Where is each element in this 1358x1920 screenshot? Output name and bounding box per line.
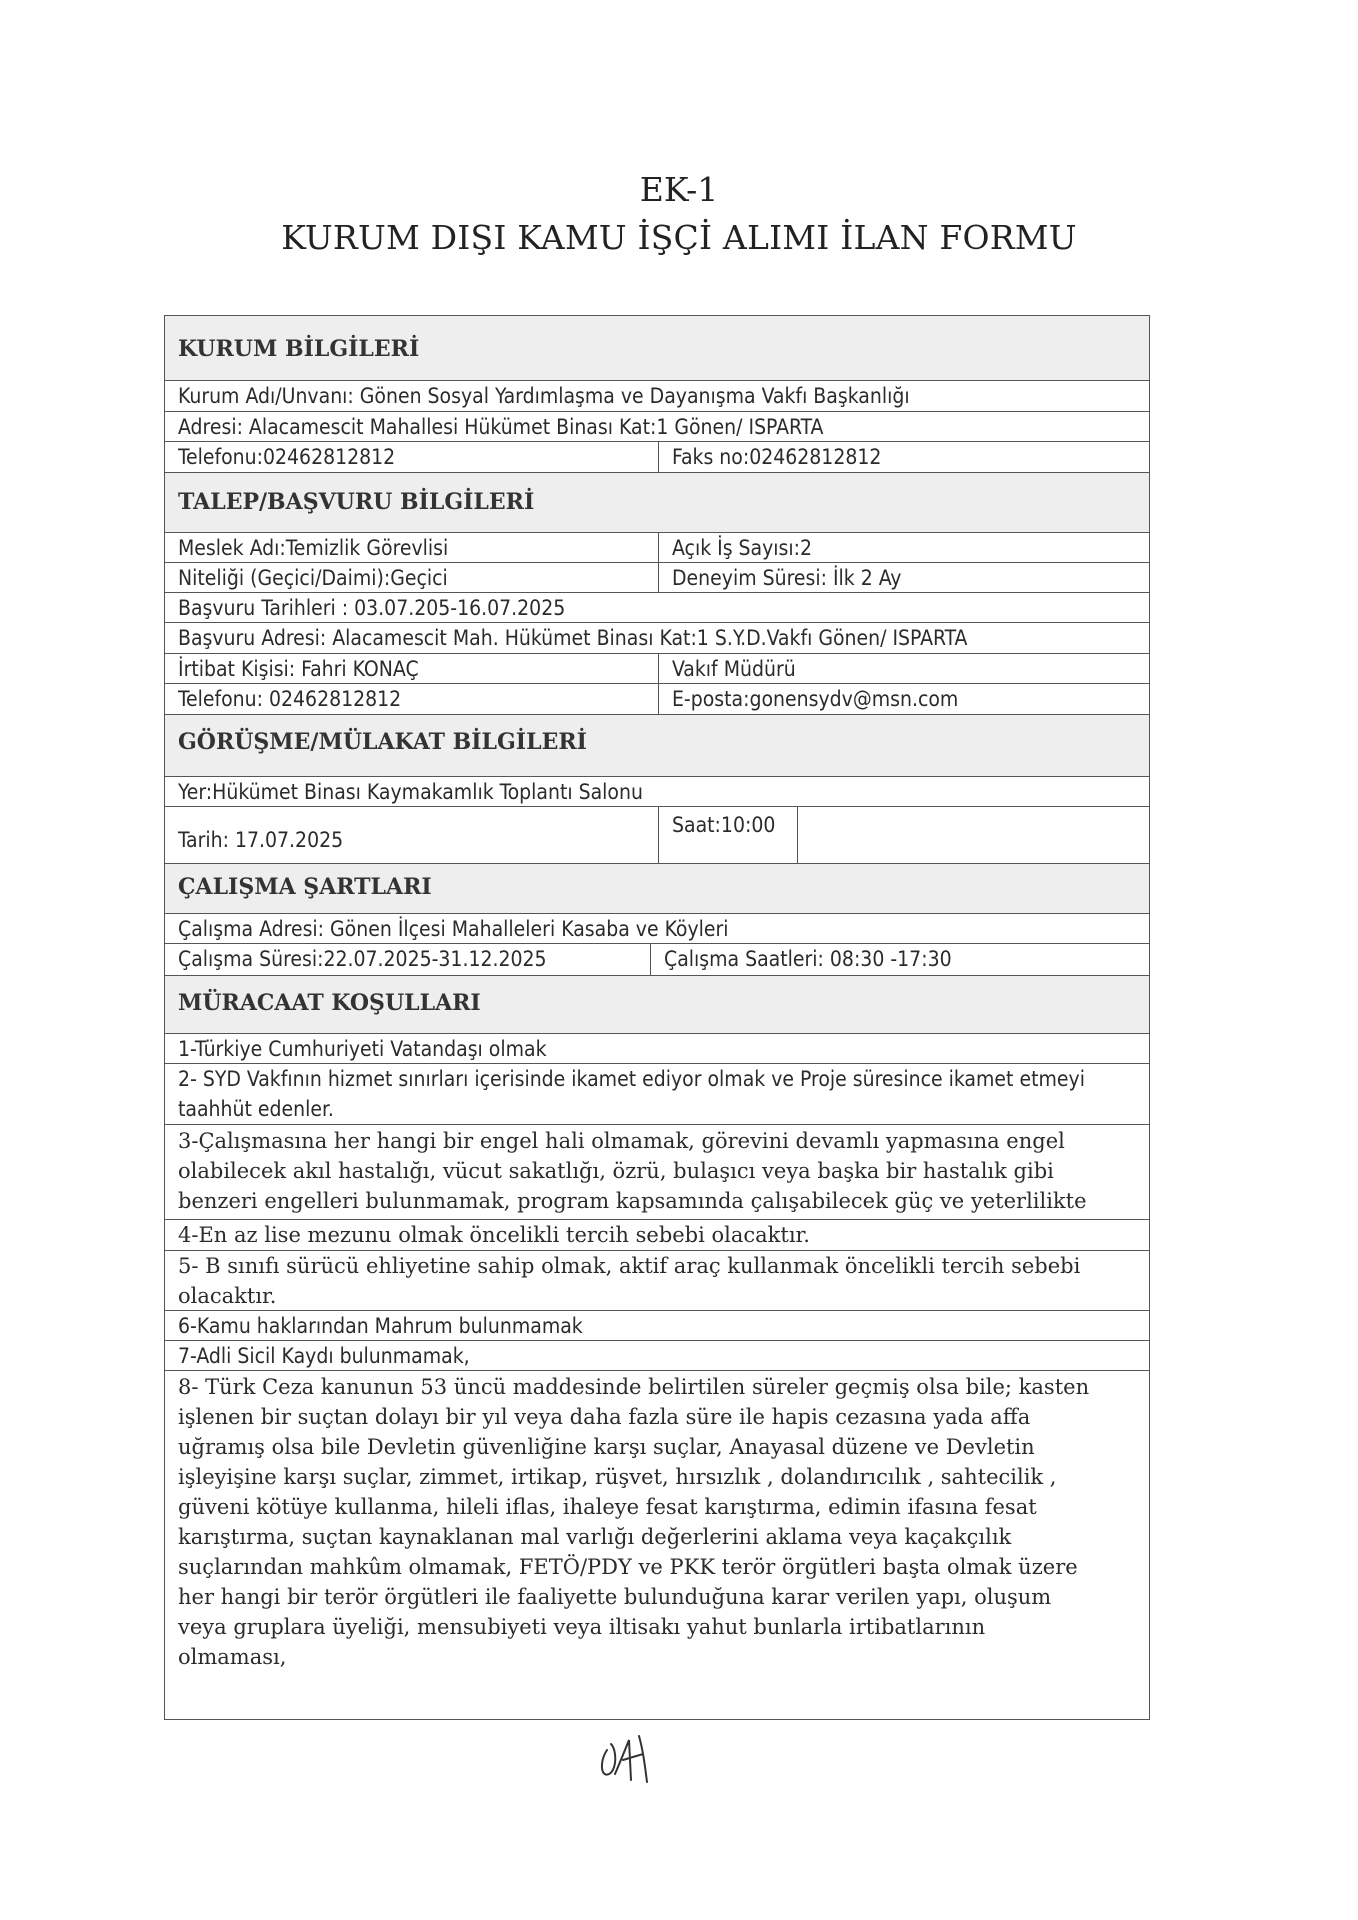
condition-text: 8- Türk Ceza kanunun 53 üncü maddesinde belirtilen süreler geçmiş olsa bile; kasten işlenen bir suçtan dolayı bir yıl veya daha fazla süre ile hapis cezasına yada affa uğramış olsa bile Devletin güvenliğine karşı suçlar, Anayasal düzene ve Devletin işleyişine karşı suçlar, zimmet, irtikap, rüşvet, hırsızlık , dolandırıcılık , sahtecilik , güveni kötüye kullanma, hileli iflas, ihaleye fesat karıştırma, edimin ifasına fesat karıştırma, suçtan kaynaklanan mal varlığı değerlerini aklama veya kaçakçılık suçlarından mahkûm olmamak, FETÖ/PDY ve PKK terör örgütleri başta olmak üzere her hangi bir terör örgütleri ile faaliyette bulunduğuna karar verilen yapı, oluşum veya gruplara üyeliği, mensubiyeti veya iltisakı yahut bunlarla irtibatlarının olmaması, [178,1375,1090,1669]
condition-item [165,1125,1149,1220]
condition-item [165,1371,1149,1719]
work-period: Çalışma Süresi:22.07.2025-31.12.2025 [178,947,547,971]
condition-item [165,1311,1149,1341]
row-kurum-phone-fax [165,442,1149,473]
condition-text: 2- SYD Vakfının hizmet sınırları içerisinde ikamet ediyor olmak ve Proje süresince ikamet etmeyi taahhüt edenler. [178,1067,1085,1121]
interview-place: Yer:Hükümet Binası Kaymakamlık Toplantı Salonu [178,780,643,804]
interview-time: Saat:10:00 [658,807,798,863]
row-work-period [165,944,1149,976]
kurum-fax: Faks no:02462812812 [658,442,1149,472]
application-dates: Başvuru Tarihleri : 03.07.205-16.07.2025 [178,596,566,620]
row-work-address [165,914,1149,944]
work-address: Çalışma Adresi: Gönen İlçesi Mahalleleri Kasaba ve Köyleri [178,917,729,941]
condition-text: 1-Türkiye Cumhuriyeti Vatandaşı olmak [178,1037,547,1061]
section-gorusme-mulakat [165,715,1149,777]
signature-mark [595,1710,675,1790]
application-form [164,315,1150,1720]
annex-label: EK-1 [639,170,719,209]
condition-text: 3-Çalışmasına her hangi bir engel hali olmamak, görevini devamlı yapmasına engel olabilecek akıl hastalığı, vücut sakatlığı, özrü, bulaşıcı veya başka bir hastalık gibi benzeri engelleri bulunmamak, program kapsamında çalışabilecek güç ve yeterlilikte [178,1129,1087,1213]
profession: Meslek Adı:Temizlik Görevlisi [178,536,449,560]
section-muracaat-kosullari [165,976,1149,1034]
row-application-address [165,623,1149,654]
section-talep-basvuru [165,473,1149,533]
contact-phone: Telefonu: 02462812812 [178,687,402,711]
kurum-address: Adresi: Alacamescit Mahallesi Hükümet Binası Kat:1 Gönen/ ISPARTA [178,415,824,439]
row-kurum-name [165,381,1149,412]
row-interview-datetime [165,807,1149,864]
condition-text: 7-Adli Sicil Kaydı bulunmamak, [178,1344,470,1368]
section-heading: ÇALIŞMA ŞARTLARI [178,874,432,900]
condition-item [165,1251,1149,1311]
kurum-name: Kurum Adı/Unvanı: Gönen Sosyal Yardımlaşma ve Dayanışma Vakfı Başkanlığı [178,384,910,408]
condition-item [165,1064,1149,1125]
section-kurum-bilgileri [165,316,1149,381]
kurum-phone: Telefonu:02462812812 [178,445,396,469]
row-contact-phone [165,684,1149,715]
condition-item [165,1220,1149,1251]
row-nature [165,563,1149,593]
condition-item [165,1341,1149,1371]
contact-title: Vakıf Müdürü [658,654,1149,683]
application-address: Başvuru Adresi: Alacamescit Mah. Hükümet Binası Kat:1 S.Y.D.Vakfı Gönen/ ISPARTA [178,626,968,650]
work-hours: Çalışma Saatleri: 08:30 -17:30 [650,944,1149,975]
form-title: KURUM DIŞI KAMU İŞÇİ ALIMI İLAN FORMU [281,218,1077,257]
row-interview-place [165,777,1149,807]
row-dates [165,593,1149,623]
section-heading: GÖRÜŞME/MÜLAKAT BİLGİLERİ [178,729,587,755]
interview-date: Tarih: 17.07.2025 [178,828,344,852]
contact-email: E-posta:gonensydv@msn.com [658,684,1149,714]
nature: Niteliği (Geçici/Daimi):Geçici [178,566,448,590]
page-header [0,170,1358,258]
section-heading: KURUM BİLGİLERİ [178,336,420,362]
condition-item [165,1034,1149,1064]
condition-text: 4-En az lise mezunu olmak öncelikli tercih sebebi olacaktır. [178,1223,810,1247]
experience: Deneyim Süresi: İlk 2 Ay [658,563,1149,592]
section-calisma-sartlari [165,864,1149,914]
condition-text: 6-Kamu haklarından Mahrum bulunmamak [178,1314,583,1338]
open-jobs: Açık İş Sayısı:2 [658,533,1149,562]
row-profession [165,533,1149,563]
section-heading: TALEP/BAŞVURU BİLGİLERİ [178,489,535,515]
row-contact [165,654,1149,684]
row-kurum-address [165,412,1149,442]
section-heading: MÜRACAAT KOŞULLARI [178,990,481,1016]
contact-person: İrtibat Kişisi: Fahri KONAÇ [178,657,419,681]
condition-text: 5- B sınıfı sürücü ehliyetine sahip olmak, aktif araç kullanmak öncelikli tercih sebebi olacaktır. [178,1254,1081,1308]
